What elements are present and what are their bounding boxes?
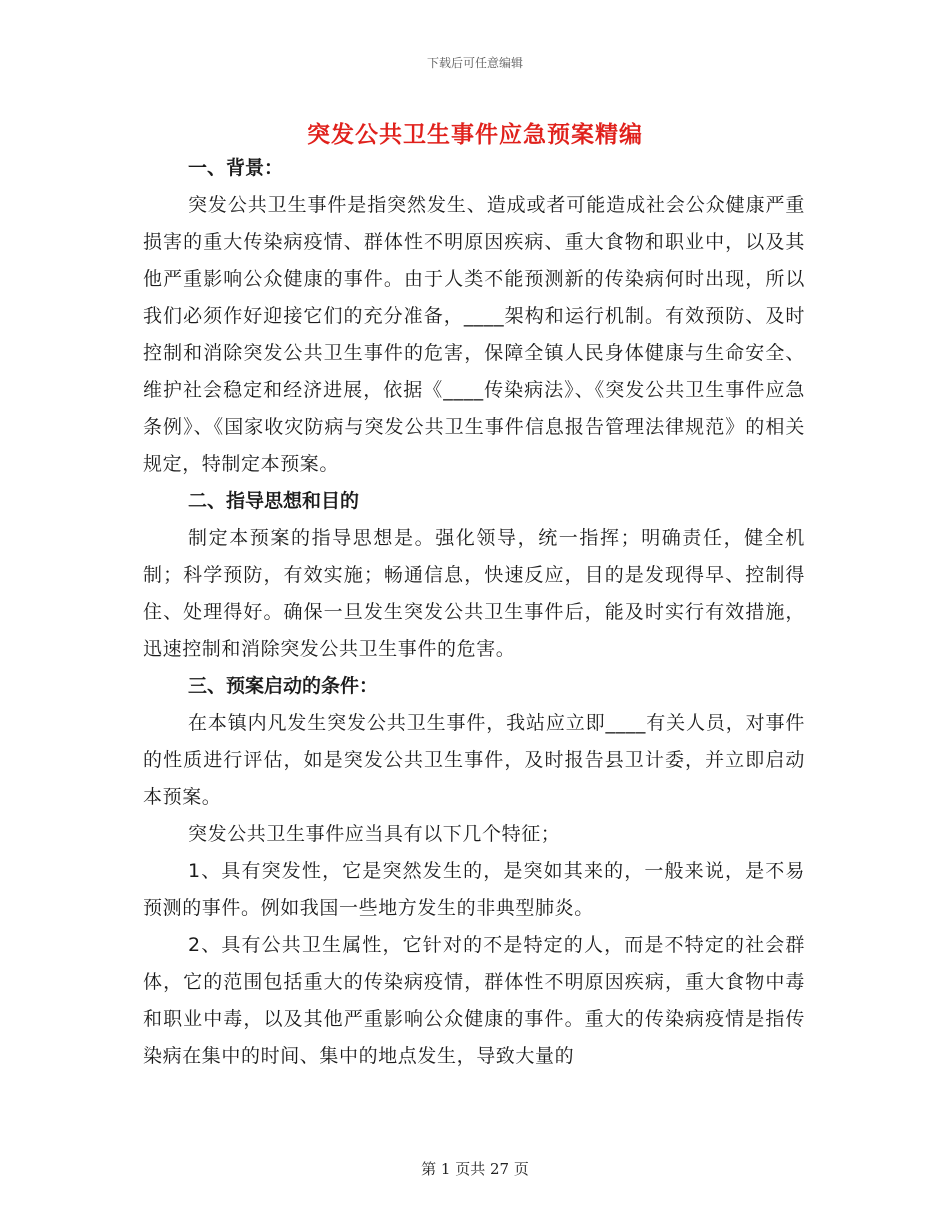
header-note: 下载后可任意编辑 [426,56,523,70]
paragraph: 2、具有公共卫生属性，它针对的不是特定的人，而是不特定的社会群体，它的范围包括重大的传染病疫情，群体性不明原因疾病，重大食物中毒和职业中毒，以及其他严重影响公众健康的事件。重大的传染病疫情是指传染病在集中的时间、集中的地点发生，导致大量的 [143,934,805,1067]
paragraph: 在本镇内凡发生突发公共卫生事件，我站应立即____有关人员，对事件的性质进行评估，如是突发公共卫生事件，及时报告县卫计委，并立即启动本预案。 [143,712,805,808]
document-title: 突发公共卫生事件应急预案精编 [307,122,643,148]
section-heading-background: 一、背景： [188,157,284,179]
document-body [143,150,805,1075]
section-heading-activation-conditions: 三、预案启动的条件： [188,675,379,697]
paragraph: 制定本预案的指导思想是。强化领导，统一指挥；明确责任，健全机制；科学预防，有效实施；畅通信息，快速反应，目的是发现得早、控制得住、处理得好。确保一旦发生突发公共卫生事件后，能及时实行有效措施，迅速控制和消除突发公共卫生事件的危害。 [143,527,805,660]
paragraph: 突发公共卫生事件应当具有以下几个特征； [188,823,561,845]
paragraph: 1、具有突发性，它是突然发生的，是突如其来的，一般来说，是不易预测的事件。例如我国一些地方发生的非典型肺炎。 [143,860,805,919]
page-number-footer: 第 1 页共 27 页 [421,1160,529,1178]
section-heading-guiding-ideology: 二、指导思想和目的 [188,490,360,512]
paragraph: 突发公共卫生事件是指突然发生、造成或者可能造成社会公众健康严重损害的重大传染病疫情、群体性不明原因疾病、重大食物和职业中，以及其他严重影响公众健康的事件。由于人类不能预测新的传染病何时出现，所以我们必须作好迎接它们的充分准备，____架构和运行机制。有效预防、及时控制和消除突发公共卫生事件的危害，保障全镇人民身体健康与生命安全、维护社会稳定和经济进展，依据《____传染病法》、《突发公共卫生事件应急条例》、《国家收灾防病与突发公共卫生事件信息报告管理法律规范》的相关规定，特制定本预案。 [143,194,805,475]
